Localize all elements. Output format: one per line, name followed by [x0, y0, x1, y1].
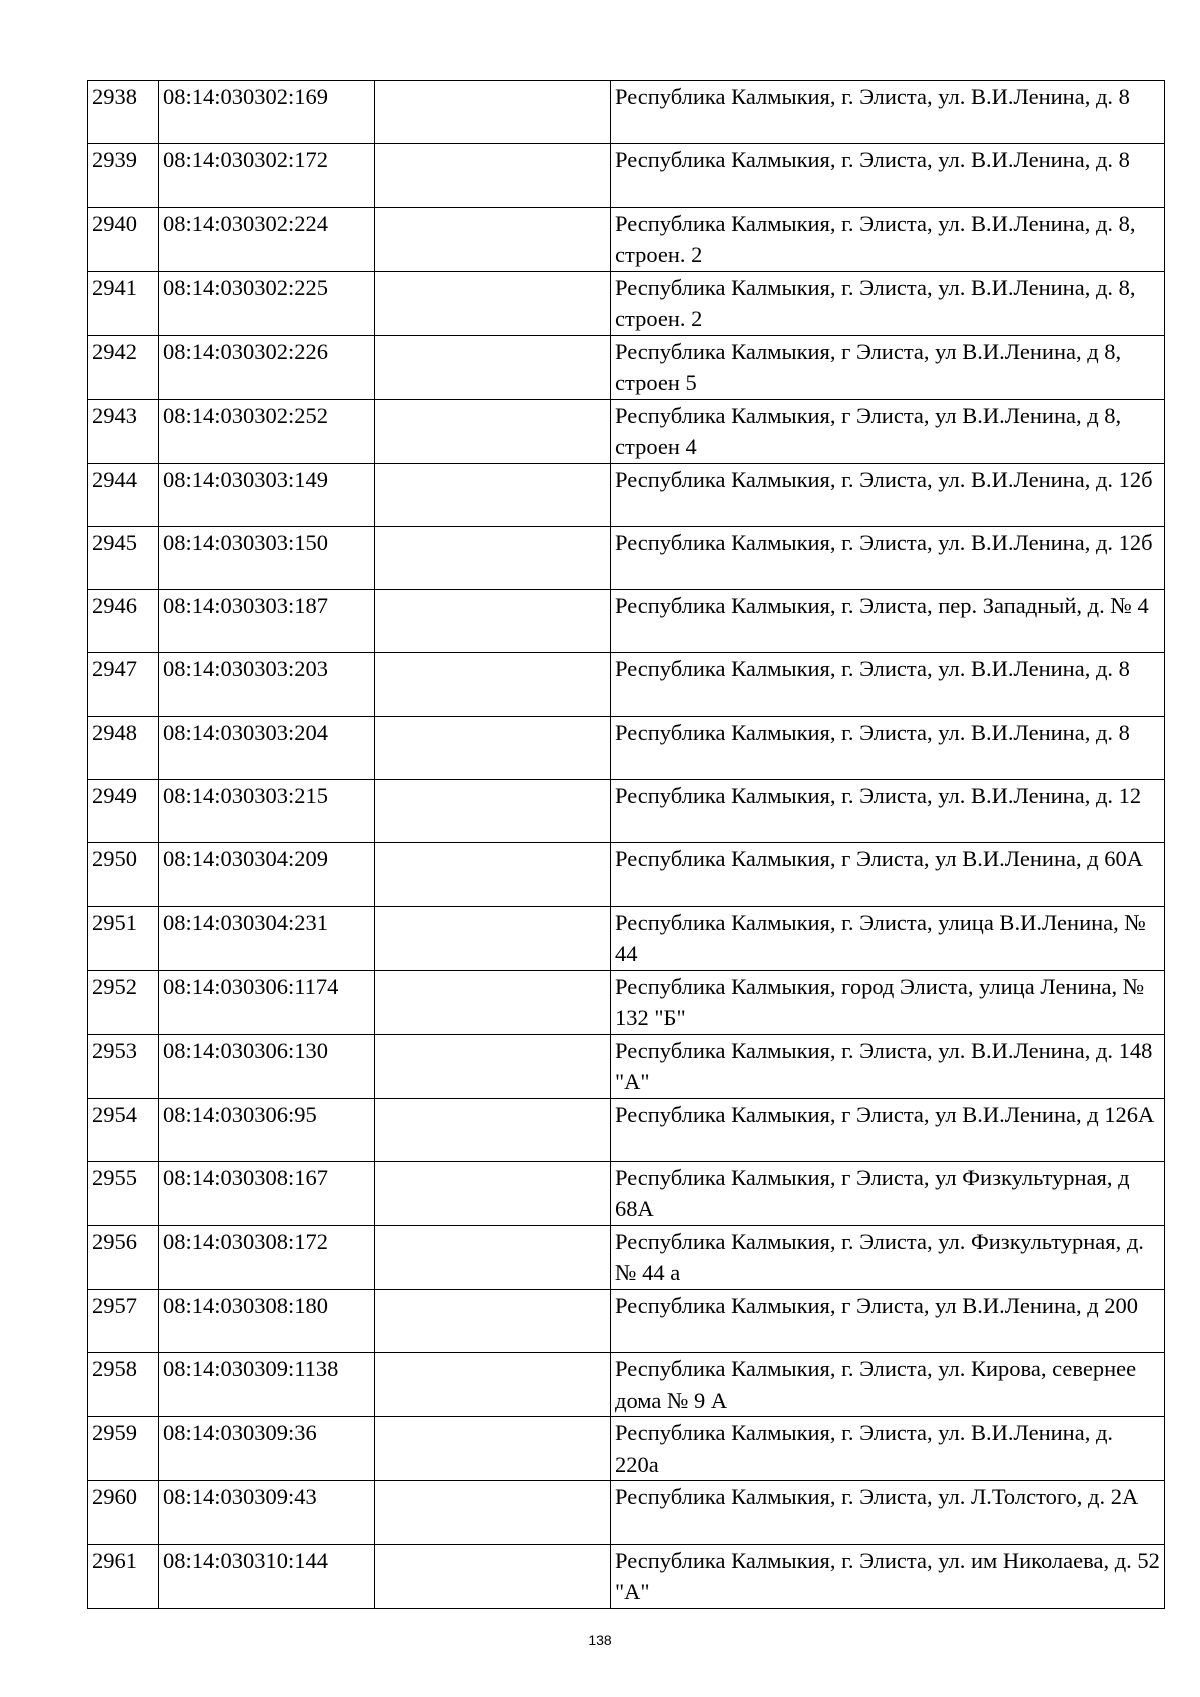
table-row: [88, 81, 1165, 144]
empty-cell: [375, 81, 611, 144]
row-number-cell: 2940: [88, 207, 159, 271]
empty-cell: [375, 716, 611, 779]
row-number-cell: 2939: [88, 144, 159, 207]
address-cell: Республика Калмыкия, г. Элиста, ул. им Николаева, д. 52 "А": [611, 1544, 1165, 1608]
address-cell: Республика Калмыкия, г. Элиста, ул. В.И.Ленина, д. 8, строен. 2: [611, 207, 1165, 271]
row-number-cell: 2944: [88, 463, 159, 526]
cadastral-number-cell: 08:14:030303:215: [159, 780, 375, 843]
cadastral-number-cell: 08:14:030306:130: [159, 1034, 375, 1098]
empty-cell: [375, 271, 611, 335]
empty-cell: [375, 526, 611, 589]
row-number-cell: 2951: [88, 906, 159, 970]
table-row: [88, 1544, 1165, 1608]
row-number-cell: 2949: [88, 780, 159, 843]
table-row: [88, 1161, 1165, 1225]
cadastral-number-cell: 08:14:030302:226: [159, 335, 375, 399]
address-cell: Республика Калмыкия, г. Элиста, ул. В.И.Ленина, д. 8: [611, 716, 1165, 779]
address-cell: Республика Калмыкия, г. Элиста, ул. В.И.Ленина, д. 12: [611, 780, 1165, 843]
table-row: [88, 906, 1165, 970]
address-cell: Республика Калмыкия, г. Элиста, ул. В.И.Ленина, д. 8: [611, 144, 1165, 207]
cadastral-number-cell: 08:14:030306:1174: [159, 970, 375, 1034]
cadastral-number-cell: 08:14:030302:225: [159, 271, 375, 335]
table-row: [88, 590, 1165, 653]
table-row: [88, 1098, 1165, 1161]
row-number-cell: 2943: [88, 399, 159, 463]
table-row: [88, 970, 1165, 1034]
empty-cell: [375, 590, 611, 653]
property-registry-table: [87, 80, 1165, 1609]
table-row: [88, 1417, 1165, 1481]
address-cell: Республика Калмыкия, г. Элиста, ул. В.И.Ленина, д. 8, строен. 2: [611, 271, 1165, 335]
address-cell: Республика Калмыкия, город Элиста, улица Ленина, № 132 "Б": [611, 970, 1165, 1034]
address-cell: Республика Калмыкия, г. Элиста, ул. Физкультурная, д. № 44 а: [611, 1225, 1165, 1289]
cadastral-number-cell: 08:14:030309:36: [159, 1417, 375, 1481]
cadastral-number-cell: 08:14:030308:167: [159, 1161, 375, 1225]
page-number: 138: [588, 1632, 612, 1648]
address-cell: Республика Калмыкия, г. Элиста, ул. В.И.Ленина, д. 8: [611, 81, 1165, 144]
address-cell: Республика Калмыкия, г Элиста, ул В.И.Ленина, д 8, строен 4: [611, 399, 1165, 463]
address-cell: Республика Калмыкия, г. Элиста, ул. Кирова, севернее дома № 9 А: [611, 1353, 1165, 1417]
empty-cell: [375, 335, 611, 399]
address-cell: Республика Калмыкия, г Элиста, ул В.И.Ленина, д 60А: [611, 843, 1165, 906]
cadastral-number-cell: 08:14:030303:150: [159, 526, 375, 589]
row-number-cell: 2956: [88, 1225, 159, 1289]
cadastral-number-cell: 08:14:030302:169: [159, 81, 375, 144]
table-row: [88, 1353, 1165, 1417]
empty-cell: [375, 1481, 611, 1544]
address-cell: Республика Калмыкия, г. Элиста, ул. В.И.Ленина, д. 220а: [611, 1417, 1165, 1481]
table-row: [88, 653, 1165, 716]
empty-cell: [375, 399, 611, 463]
empty-cell: [375, 1098, 611, 1161]
row-number-cell: 2942: [88, 335, 159, 399]
row-number-cell: 2938: [88, 81, 159, 144]
cadastral-number-cell: 08:14:030303:204: [159, 716, 375, 779]
table-row: [88, 843, 1165, 906]
address-cell: Республика Калмыкия, г. Элиста, ул. Л.Толстого, д. 2А: [611, 1481, 1165, 1544]
table-row: [88, 1289, 1165, 1352]
empty-cell: [375, 653, 611, 716]
cadastral-number-cell: 08:14:030308:180: [159, 1289, 375, 1352]
table-row: [88, 1225, 1165, 1289]
empty-cell: [375, 1417, 611, 1481]
empty-cell: [375, 780, 611, 843]
table-row: [88, 144, 1165, 207]
cadastral-number-cell: 08:14:030303:149: [159, 463, 375, 526]
row-number-cell: 2959: [88, 1417, 159, 1481]
row-number-cell: 2948: [88, 716, 159, 779]
cadastral-number-cell: 08:14:030306:95: [159, 1098, 375, 1161]
row-number-cell: 2954: [88, 1098, 159, 1161]
empty-cell: [375, 1225, 611, 1289]
cadastral-number-cell: 08:14:030308:172: [159, 1225, 375, 1289]
empty-cell: [375, 843, 611, 906]
empty-cell: [375, 1034, 611, 1098]
row-number-cell: 2953: [88, 1034, 159, 1098]
address-cell: Республика Калмыкия, г Элиста, ул Физкультурная, д 68А: [611, 1161, 1165, 1225]
cadastral-number-cell: 08:14:030310:144: [159, 1544, 375, 1608]
row-number-cell: 2950: [88, 843, 159, 906]
table-row: [88, 399, 1165, 463]
empty-cell: [375, 1289, 611, 1352]
empty-cell: [375, 207, 611, 271]
table-row: [88, 1034, 1165, 1098]
row-number-cell: 2947: [88, 653, 159, 716]
address-cell: Республика Калмыкия, г. Элиста, ул. В.И.Ленина, д. 12б: [611, 526, 1165, 589]
empty-cell: [375, 1353, 611, 1417]
table-row: [88, 1481, 1165, 1544]
address-cell: Республика Калмыкия, г. Элиста, ул. В.И.Ленина, д. 12б: [611, 463, 1165, 526]
address-cell: Республика Калмыкия, г. Элиста, пер. Западный, д. № 4: [611, 590, 1165, 653]
cadastral-number-cell: 08:14:030302:224: [159, 207, 375, 271]
address-cell: Республика Калмыкия, г Элиста, ул В.И.Ленина, д 126А: [611, 1098, 1165, 1161]
address-cell: Республика Калмыкия, г. Элиста, ул. В.И.Ленина, д. 8: [611, 653, 1165, 716]
cadastral-number-cell: 08:14:030309:1138: [159, 1353, 375, 1417]
table-row: [88, 271, 1165, 335]
empty-cell: [375, 970, 611, 1034]
empty-cell: [375, 144, 611, 207]
row-number-cell: 2946: [88, 590, 159, 653]
address-cell: Республика Калмыкия, г. Элиста, ул. В.И.Ленина, д. 148 "А": [611, 1034, 1165, 1098]
cadastral-number-cell: 08:14:030303:187: [159, 590, 375, 653]
cadastral-number-cell: 08:14:030309:43: [159, 1481, 375, 1544]
empty-cell: [375, 1544, 611, 1608]
cadastral-number-cell: 08:14:030304:209: [159, 843, 375, 906]
row-number-cell: 2958: [88, 1353, 159, 1417]
row-number-cell: 2957: [88, 1289, 159, 1352]
row-number-cell: 2945: [88, 526, 159, 589]
address-cell: Республика Калмыкия, г Элиста, ул В.И.Ленина, д 200: [611, 1289, 1165, 1352]
address-cell: Республика Калмыкия, г Элиста, ул В.И.Ленина, д 8, строен 5: [611, 335, 1165, 399]
table-row: [88, 335, 1165, 399]
cadastral-number-cell: 08:14:030304:231: [159, 906, 375, 970]
address-cell: Республика Калмыкия, г. Элиста, улица В.И.Ленина, № 44: [611, 906, 1165, 970]
row-number-cell: 2961: [88, 1544, 159, 1608]
cadastral-number-cell: 08:14:030303:203: [159, 653, 375, 716]
empty-cell: [375, 463, 611, 526]
table-row: [88, 780, 1165, 843]
cadastral-number-cell: 08:14:030302:172: [159, 144, 375, 207]
empty-cell: [375, 1161, 611, 1225]
row-number-cell: 2960: [88, 1481, 159, 1544]
empty-cell: [375, 906, 611, 970]
table-row: [88, 526, 1165, 589]
table-row: [88, 716, 1165, 779]
cadastral-number-cell: 08:14:030302:252: [159, 399, 375, 463]
table-row: [88, 207, 1165, 271]
row-number-cell: 2955: [88, 1161, 159, 1225]
registry-table-body: [88, 81, 1165, 1609]
row-number-cell: 2941: [88, 271, 159, 335]
table-row: [88, 463, 1165, 526]
row-number-cell: 2952: [88, 970, 159, 1034]
